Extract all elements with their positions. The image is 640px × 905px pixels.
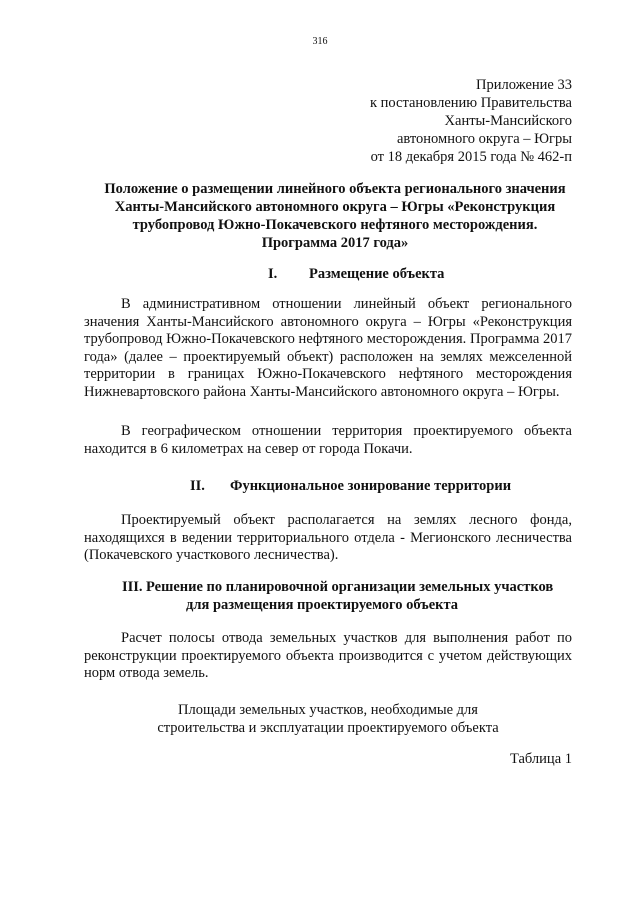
- section-3-heading-line-1: Решение по планировочной организации земельных участков: [146, 579, 554, 595]
- table-caption: [84, 701, 572, 737]
- table-caption-line: Площади земельных участков, необходимые для: [178, 702, 478, 718]
- section-1-heading: Размещение объекта: [309, 266, 445, 282]
- page-number: 316: [312, 36, 328, 47]
- section-3-paragraph-1: Расчет полосы отвода земельных участков для выполнения работ по реконструкции проектируемого объекта производится с учетом действующих норм отвода земель.: [84, 630, 572, 682]
- section-2-number: II.: [190, 478, 205, 494]
- appendix-line: Приложение 33: [476, 77, 572, 93]
- section-3-number: III.: [122, 579, 143, 595]
- appendix-line: автономного округа – Югры: [396, 131, 572, 147]
- section-2-heading: Функциональное зонирование территории: [230, 478, 512, 494]
- section-1-paragraph-2: В географическом отношении территория проектируемого объекта находится в 6 километрах на север от города Покачи.: [84, 423, 572, 457]
- appendix-block: [370, 76, 572, 166]
- section-2-paragraph-1: Проектируемый объект располагается на землях лесного фонда, находящихся в ведении территориального отдела - Мегионского лесничества (Покачевского участкового лесничества).: [84, 512, 572, 564]
- table-label: Таблица 1: [509, 751, 572, 767]
- table-caption-line: строительства и эксплуатации проектируемого объекта: [157, 720, 499, 736]
- section-1-paragraph-1: В административном отношении линейный объект регионального значения Ханты-Мансийского автономного округа – Югры «Реконструкция трубопровод Южно-Покачевского нефтяного месторождения. Программа 2017 года» (далее – проектируемый объект) расположен на землях межселенной территории в границах Южно-Покачевского нефтяного месторождения Нижневартовского района Ханты-Мансийского автономного округа – Югры.: [84, 296, 572, 400]
- appendix-line: Ханты-Мансийского: [444, 113, 572, 129]
- document-title: Положение о размещении линейного объекта регионального значения Ханты-Мансийского автономного округа – Югры «Реконструкция трубопровод Южно-Покачевского нефтяного месторождения. Программа 2017 года»: [104, 181, 566, 251]
- section-3-heading-line-2: для размещения проектируемого объекта: [186, 597, 459, 613]
- section-1-number: I.: [268, 266, 278, 282]
- appendix-line: к постановлению Правительства: [370, 95, 572, 111]
- appendix-line: от 18 декабря 2015 года № 462-п: [370, 149, 572, 165]
